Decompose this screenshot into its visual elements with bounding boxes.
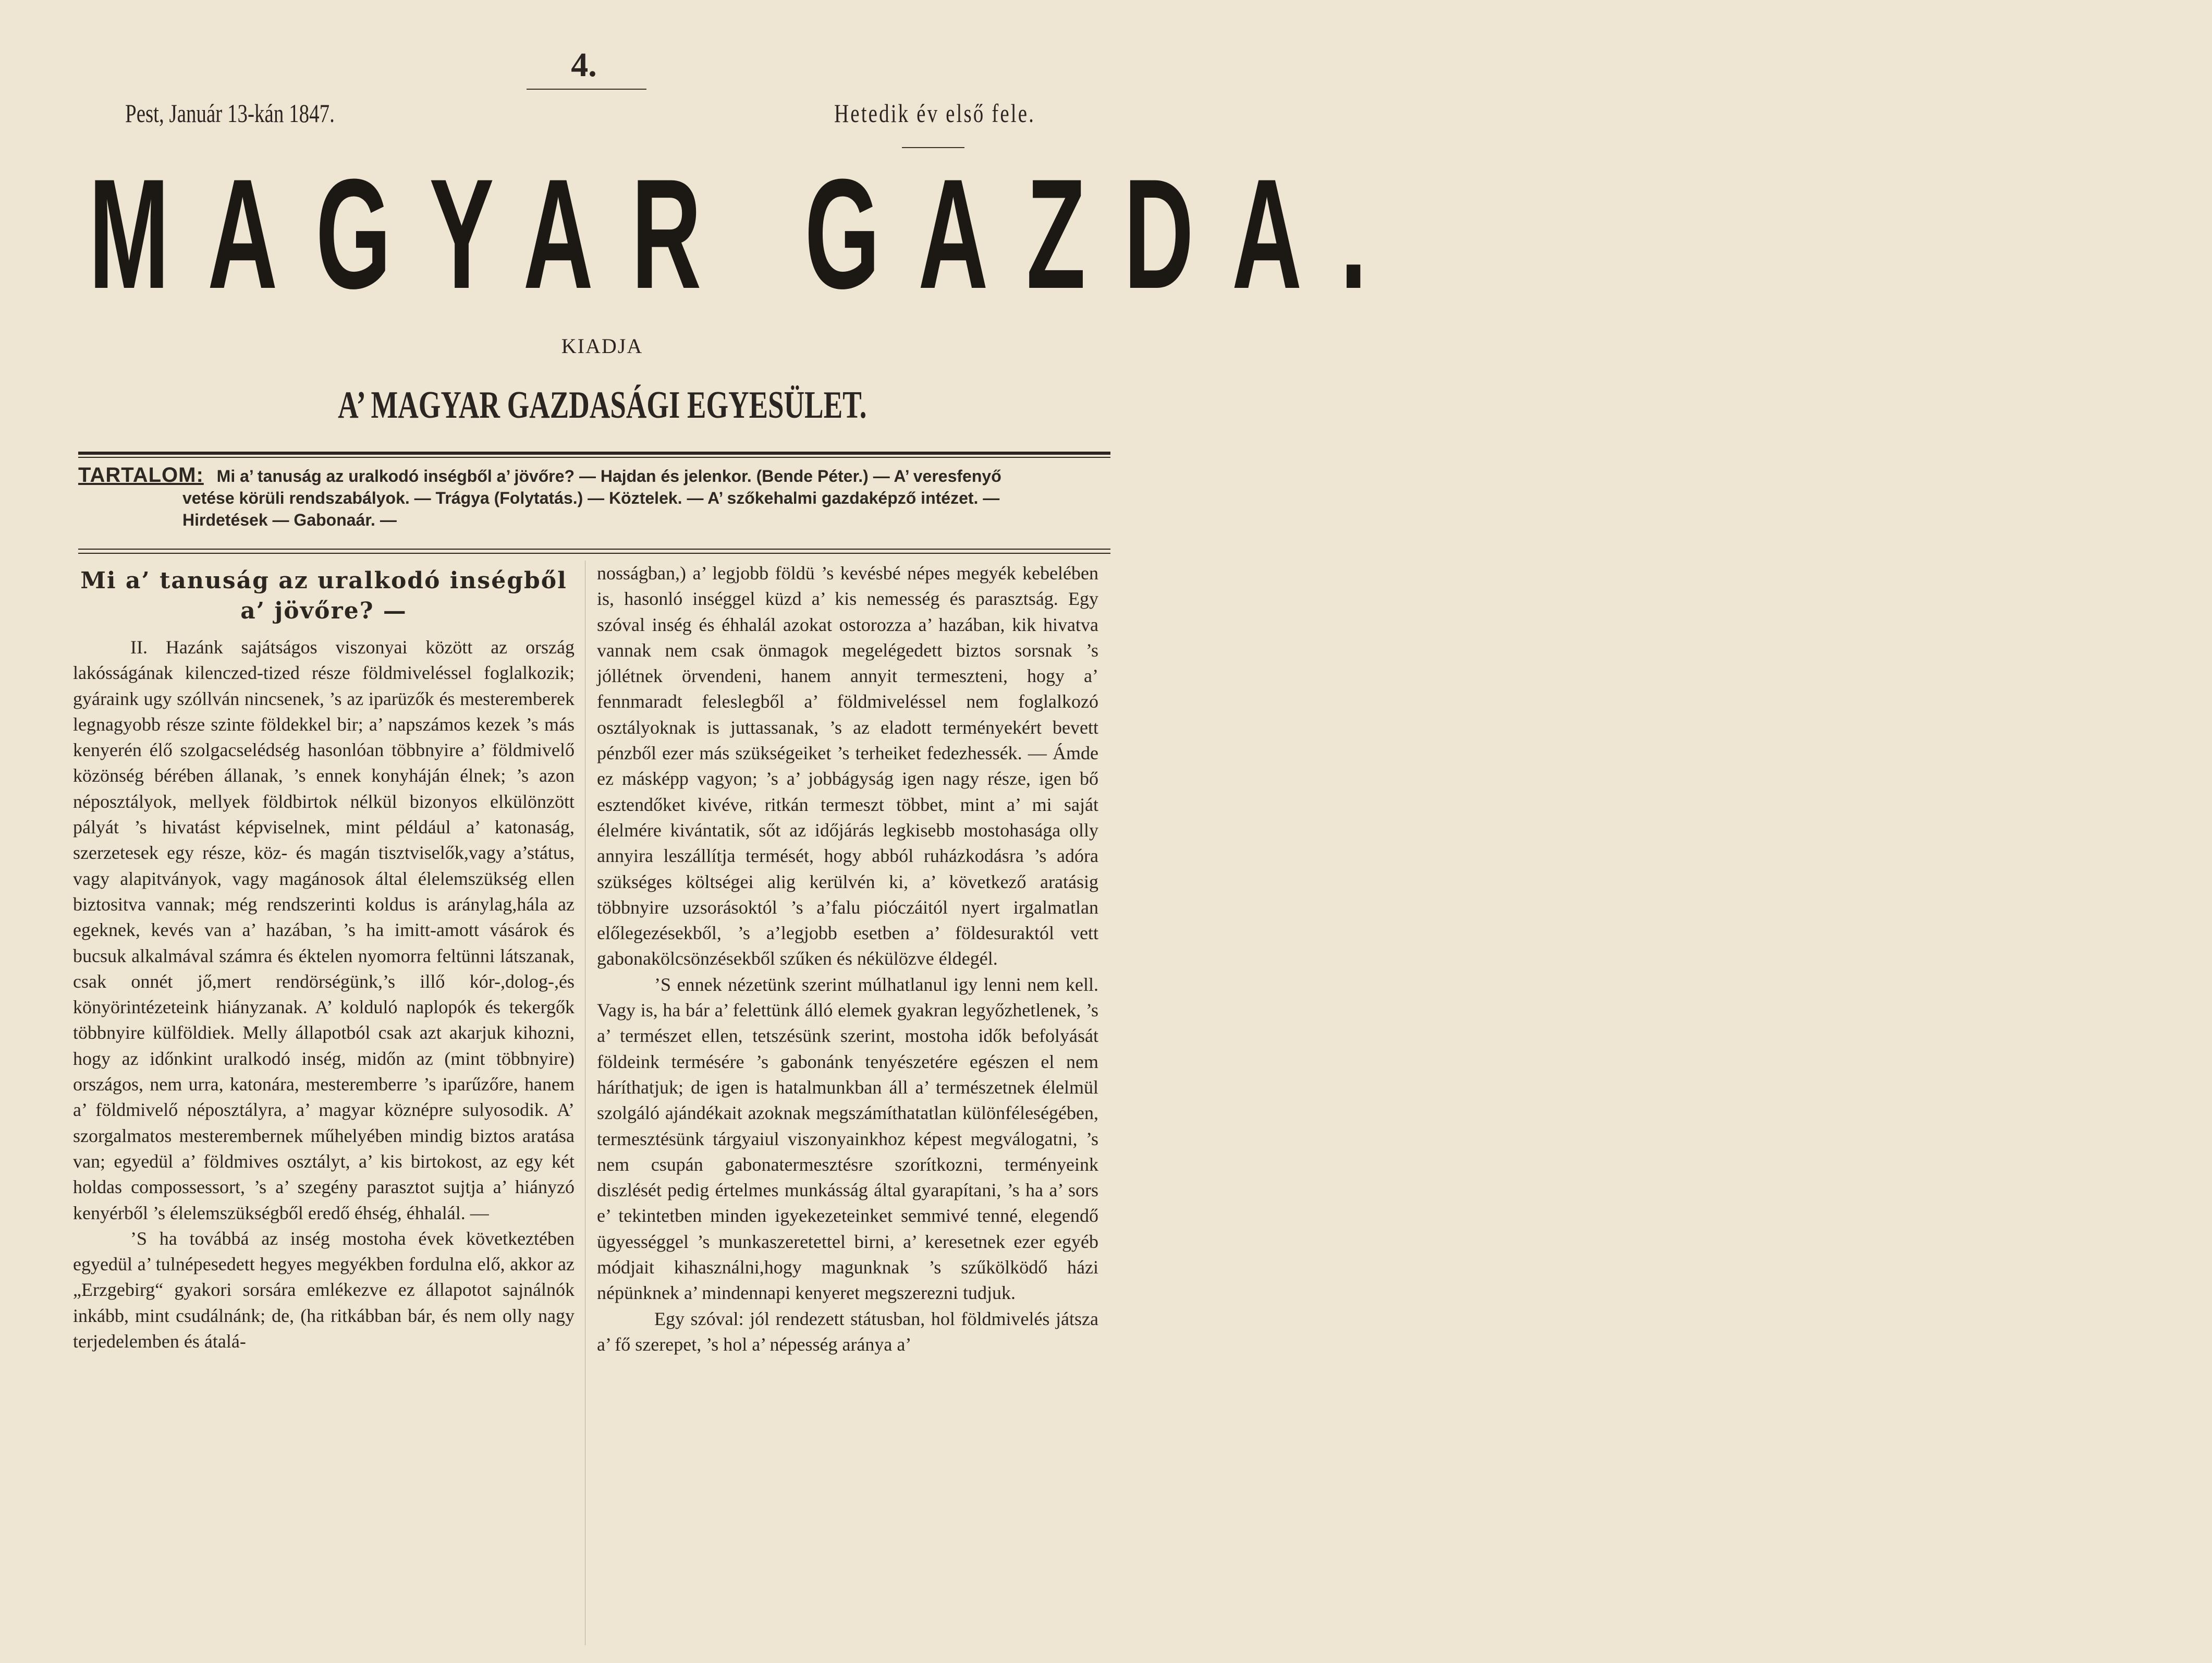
article-paragraph: Egy szóval: jól rendezett státusban, hol földmivelés játsza a’ fő szerepet, ’s hol a’ népesség aránya a’ [597,1308,1098,1355]
contents-label: TARTALOM: [78,464,204,487]
publisher-name [245,384,954,427]
article-paragraph: ’S ha továbbá az inség mostoha évek következtében egyedül a’ tulnépesedett hegyes megyékben fordulna elő, akkor az „Erzgebirg“ gyakori sorsára emlékezve ez állapotot sajnálnók inkább, mint csudálnánk; de, (ha ritkábban bár, és nem olly nagy terjedelemben és átalá- [73,1228,575,1352]
publisher-label: KIADJA [561,334,643,358]
masthead-title [89,146,1406,321]
contents-bottom-rule [78,549,1110,550]
article-title [73,566,575,626]
dateline-date: Pest, Január 13-kán 1847. [125,99,335,128]
contents-top-rule [78,452,1110,455]
contents-line-2: vetése körüli rendszabályok. — Trágya (Folytatás.) — Köztelek. — A’ szőkehalmi gazdaképző intézet. — [182,489,1000,507]
issue-number: 4. [571,46,597,84]
contents-line-3: Hirdetések — Gabonaár. — [182,511,397,529]
publisher-text: A’ MAGYAR GAZDASÁGI EGYESÜLET. [338,384,867,427]
dateline-volume: Hetedik év első fele. [834,99,1036,128]
masthead-text: MAGYAR GAZDA. [89,146,1406,321]
article-title-line-2: a’ jövőre? — [240,598,407,624]
contents-bottom-rule-2 [78,553,1110,554]
contents-line-1 [78,464,1110,487]
table-of-contents [78,464,1110,531]
article-paragraph: ’S ennek nézetünk szerint múlhatlanul igy lenni nem kell. Vagy is, ha bár a’ felettünk álló elemek gyakran legyőzhetlenek, ’s a’ természet ellen, tetszésünk szerint, mostoha idők befolyását földeink termésére ’s gabonánk tenyészetére egészen el nem háríthatjuk; de igen is hatalmunkban áll a’ természetnek élelmül szolgáló ajándékait azoknak megszámíthatatlan különféleségében, termesztésünk tárgyaiul viszonyainkhoz képest megválogatni, ’s nem csupán gabonatermesztésre szorítkozni, terményeink diszlését pedig értelmes munkásság által gyarapítani, ’s ha a’ sors e’ tekintetben minden igyekezeteinket semmivé tenné, elegendő ügyességgel ’s munkaszeretettel birni, a’ keresetnek ezer egyéb módjait kihasználni,hogy magunknak ’s szűkölködő házi népünknek a’ mindennapi kenyeret megszerezni tudjuk. [597,974,1098,1304]
article-title-line-1: Mi a’ tanuság az uralkodó inségből [80,567,567,594]
issue-rule [527,89,646,90]
article-paragraph: nosságban,) a’ legjobb földü ’s kevésbé népes megyék kebelében is, hasonló inséggel küzd a’ kis nemesség és parasztság. Egy szóval inség és éhhalál azokat ostorozza a’ hazában, kik hivatva vannak nem csak önmagok megelégedett biztos sorsnak ’s jóllétnek örvendeni, hanem annyit termeszteni, hogy a’ fennmaradt feleslegből a’ földmiveléssel nem foglalkozó osztályoknak is juttassanak, ’s az eladott terményekért bevett pénzből ezer más szükségeiket ’s terheiket fedezhessék. — Ámde ez másképp vagyon; ’s a’ jobbágyság igen nagy része, igen bő esztendőket kivéve, ritkán termeszt többet, mint a’ mi saját élelmére kivántatik, sőt az időjárás legkisebb mostohasága olly annyira leszállítja termését, hogy abból ruházkodásra ’s adóra szükséges költségei alig kerülvén ki, a’ következő aratásig többnyire uzsorásoktól ’s a’falu pióczáitól nyert irgalmatlan előlegezésekből, ’s a’legjobb esetben a’ földesuraktól vett gabonakölcsönzésekből szűken és nékülözve éldegél. [597,563,1098,969]
article-column-left [73,561,575,1354]
article-column-right [597,561,1098,1357]
contents-text-1: Mi a’ tanuság az uralkodó inségből a’ jövőre? — Hajdan és jelenkor. (Bende Péter.) — A’ veresfenyő [216,467,1001,485]
contents-top-rule-thin [78,457,1110,458]
article-paragraph: II. Hazánk sajátságos viszonyai között az ország lakósságának kilenczed-tized része földmiveléssel foglalkozik; gyáraink ugy szóllván nincsenek, ’s az iparüzők és mesteremberek legnagyobb része szinte földekkel bir; a’ napszámos kezek ’s más kenyerén élő szolgacselédség hasonlóan többnyire a’ földmivelő közönség bérében állanak, ’s ennek konyháján élnek; ’s azon néposztályok, mellyek földbirtok nélkül bizonyos elkülönzött pályát ’s hivatást képviselnek, mint például a’ katonaság, szerzetesek egy része, köz- és magán tisztviselők,vagy a’státus, vagy alapitványok, vagy magánosok által élelemszükség ellen biztositva vannak; még rendszerinti koldus is aránylag,hála az egeknek, kevés van a’ hazában, ’s ha imitt-amott vásárok és bucsuk alkalmával számra és éktelen nyomorra feltünni látszanak, csak onnét jő,mert rendörségünk,’s illő kór-,dolog-,és könyörintézeteink hiányzanak. A’ kolduló naplopók és tekergők többnyire külföldiek. Melly állapotból csak azt akarjuk kihozni, hogy az időnkint uralkodó inség, midőn az (mint többnyire) országos, nem urra, katonára, mesteremberre ’s iparűzőre, hanem a’ földmivelő néposztályra, a’ magyar köznépre sulyosodik. A’ szorgalmatos mesterembernek műhelyében mindig biztos aratása van; egyedül a’ földmives osztályt, a’ kis birtokost, az egy két holdas compossessort, ’s a’ szegény parasztot sujtja a’ hiányzó kenyérből ’s élelemszükségből eredő éhség, éhhalál. — [73,637,575,1223]
